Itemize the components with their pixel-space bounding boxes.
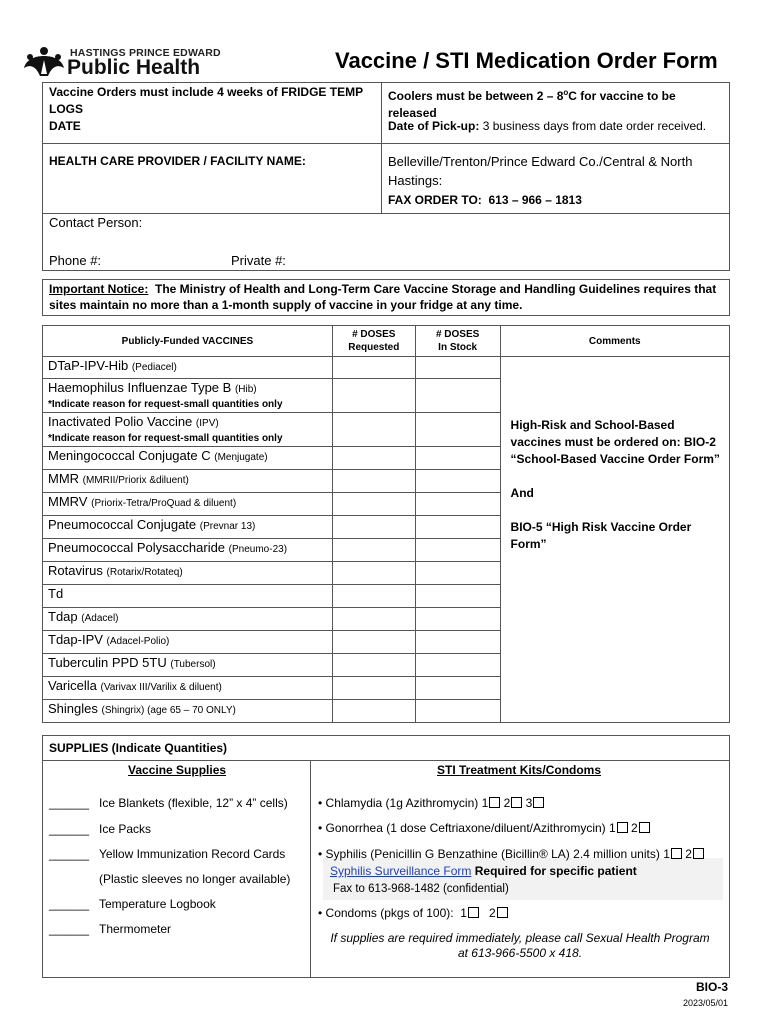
checkbox-icon[interactable] [489, 797, 500, 808]
hpe-public-health-logo [22, 44, 221, 80]
doses-requested-input[interactable] [332, 447, 415, 470]
doses-in-stock-input[interactable] [415, 585, 500, 608]
comments-cell [500, 357, 729, 723]
vaccine-name-cell [43, 516, 333, 539]
doses-requested-input[interactable] [332, 677, 415, 700]
comments-bio5: BIO-5 “High Risk Vaccine Order Form” [510, 520, 692, 551]
region-info: Belleville/Trenton/Prince Edward Co./Central & North Hastings: FAX ORDER TO: 613 – 966 – 1813 [388, 154, 693, 207]
vaccine-name: Pneumococcal Polysaccharide [48, 540, 226, 555]
doses-in-stock-input[interactable] [415, 562, 500, 585]
header-doses-in-stock: # DOSES In Stock [415, 326, 500, 357]
table-row [43, 357, 730, 379]
comments-and: And [510, 486, 534, 500]
order-info-box [42, 82, 730, 271]
checkbox-icon[interactable] [617, 822, 628, 833]
vaccine-supply-item[interactable] [49, 897, 216, 912]
vaccine-order-table [42, 325, 730, 723]
vaccine-supplies-heading: Vaccine Supplies [128, 763, 227, 777]
doses-in-stock-input[interactable] [415, 470, 500, 493]
vaccine-note: *Indicate reason for request-small quantities only [48, 433, 283, 444]
vaccine-brand: (IPV) [195, 418, 219, 429]
page-title: Vaccine / STI Medication Order Form [335, 48, 718, 73]
doses-in-stock-input[interactable] [415, 631, 500, 654]
doses-requested-input[interactable] [332, 470, 415, 493]
condoms-item: • Condoms (pkgs of 100): 1 2 [318, 906, 508, 921]
vaccine-name: Varicella [48, 678, 97, 693]
vaccine-brand: (Rotarix/Rotateq) [106, 567, 183, 578]
vaccine-name: Shingles [48, 701, 98, 716]
vaccine-name-cell [43, 677, 333, 700]
doses-requested-input[interactable] [332, 516, 415, 539]
vaccine-brand: (Hib) [234, 384, 257, 395]
syphilis-form-line: Syphilis Surveillance Form Required for specific patient [330, 864, 637, 878]
people-logo-icon [22, 46, 66, 78]
vaccine-name: Inactivated Polio Vaccine [48, 414, 193, 429]
vaccine-name: Td [48, 586, 64, 601]
vaccine-name: MMR [48, 471, 80, 486]
brand-name: Public Health [67, 56, 201, 79]
doses-requested-input[interactable] [332, 654, 415, 677]
vaccine-supply-item[interactable] [49, 822, 151, 837]
doses-requested-input[interactable] [332, 493, 415, 516]
doses-requested-input[interactable] [332, 539, 415, 562]
supply-label: Thermometer [99, 922, 172, 936]
vaccine-name-cell [43, 357, 333, 379]
quantity-blank[interactable]: ______ [49, 897, 90, 911]
cooler-temp-requirement: Coolers must be between 2 – 8$^o$C for vaccine to be released [388, 88, 676, 120]
syphilis-surveillance-form-link[interactable]: Syphilis Surveillance Form [330, 864, 472, 878]
doses-requested-input[interactable] [332, 562, 415, 585]
vaccine-brand: (Prevnar 13) [199, 521, 256, 532]
vaccine-name-cell [43, 700, 333, 723]
checkbox-icon[interactable] [639, 822, 650, 833]
provider-facility-label[interactable]: HEALTH CARE PROVIDER / FACILITY NAME: [49, 154, 306, 168]
vaccine-supply-item[interactable] [49, 847, 285, 862]
supply-label: Ice Packs [99, 822, 152, 836]
vaccine-name-cell [43, 585, 333, 608]
vaccine-name: Rotavirus [48, 563, 103, 578]
vaccine-supply-item[interactable] [49, 796, 288, 811]
doses-requested-input[interactable] [332, 608, 415, 631]
vaccine-name: Pneumococcal Conjugate [48, 517, 197, 532]
important-notice [42, 279, 730, 316]
vaccine-brand: (Priorix-Tetra/ProQuad & diluent) [91, 498, 237, 509]
syphilis-item: • Syphilis (Penicillin G Benzathine (Bicillin® LA) 2.4 million units) 1 2 [318, 847, 704, 862]
vaccine-name: Tdap-IPV [48, 632, 103, 647]
checkbox-icon[interactable] [511, 797, 522, 808]
vaccine-name-cell [43, 470, 333, 493]
vaccine-brand: (Varivax III/Varilix & diluent) [100, 682, 222, 693]
header-doses-requested: # DOSES Requested [332, 326, 415, 357]
vaccine-name-cell [43, 608, 333, 631]
quantity-blank[interactable]: ______ [49, 847, 90, 861]
date-label: DATE [49, 119, 81, 133]
syphilis-fax-note: Fax to 613-968-1482 (confidential) [333, 883, 509, 895]
phone-field[interactable]: Phone #: [49, 253, 102, 268]
vaccine-name-cell [43, 447, 333, 470]
doses-requested-input[interactable] [332, 631, 415, 654]
comments-text: High-Risk and School-Based vaccines must be ordered on: BIO-2 “School-Based Vaccine Order Form” [510, 418, 720, 466]
immediate-supply-note: If supplies are required immediately, please call Sexual Health Program at 613-966-5500 x 418. [330, 931, 710, 960]
chlamydia-item: • Chlamydia (1g Azithromycin) 1 2 3 [318, 796, 544, 811]
pickup-date-info: Date of Pick-up: 3 business days from date order received. [388, 119, 707, 133]
vaccine-name: MMRV [48, 494, 88, 509]
vaccine-name: Meningococcal Conjugate C [48, 448, 211, 463]
vaccine-name: Tuberculin PPD 5TU [48, 655, 167, 670]
supplies-title: SUPPLIES (Indicate Quantities) [49, 741, 228, 755]
doses-in-stock-input[interactable] [415, 493, 500, 516]
doses-in-stock-input[interactable] [415, 357, 500, 379]
quantity-blank[interactable]: ______ [49, 796, 90, 810]
quantity-blank[interactable]: ______ [49, 922, 90, 936]
vaccine-name-cell [43, 379, 333, 413]
vaccine-brand: (MMRII/Priorix &diluent) [82, 475, 189, 486]
vaccine-brand: (Pneumo-23) [228, 544, 288, 555]
vaccine-name-cell [43, 539, 333, 562]
doses-requested-input[interactable] [332, 357, 415, 379]
vaccine-supply-item[interactable] [49, 922, 171, 937]
checkbox-icon[interactable] [533, 797, 544, 808]
gonorrhea-item: • Gonorrhea (1 dose Ceftriaxone/diluent/Azithromycin) 1 2 [318, 821, 650, 836]
vaccine-name-cell [43, 493, 333, 516]
fridge-log-requirement: Vaccine Orders must include 4 weeks of FRIDGE TEMP LOGS [49, 85, 364, 116]
supply-label: (Plastic sleeves no longer available) [99, 872, 291, 886]
form-date: 2023/05/01 [682, 998, 728, 1008]
vaccine-brand: (Adacel) [81, 613, 119, 624]
vaccine-name-cell [43, 654, 333, 677]
checkbox-icon[interactable] [468, 907, 479, 918]
notice-label: Important Notice: [49, 282, 149, 296]
vaccine-name-cell [43, 631, 333, 654]
vaccine-supply-item[interactable] [49, 872, 290, 887]
doses-in-stock-input[interactable] [415, 654, 500, 677]
header-vaccines: Publicly-Funded VACCINES [43, 326, 333, 357]
doses-requested-input[interactable] [332, 379, 415, 413]
doses-requested-input[interactable] [332, 413, 415, 447]
doses-in-stock-input[interactable] [415, 700, 500, 723]
vaccine-brand: (Adacel-Polio) [106, 636, 170, 647]
checkbox-icon[interactable] [497, 907, 508, 918]
vaccine-name-cell [43, 562, 333, 585]
checkbox-icon[interactable] [693, 848, 704, 859]
vaccine-name: Haemophilus Influenzae Type B [48, 380, 232, 395]
notice-text: The Ministry of Health and Long-Term Care Vaccine Storage and Handling Guidelines requires that sites maintain no more than a 1-month supply of vaccine in your fridge at any time. [49, 282, 717, 312]
vaccine-table-header [43, 326, 730, 357]
doses-in-stock-input[interactable] [415, 516, 500, 539]
supplies-section [42, 735, 730, 978]
contact-person-field[interactable]: Contact Person: [49, 215, 143, 230]
vaccine-brand: (Shingrix) (age 65 – 70 ONLY) [101, 705, 236, 716]
doses-requested-input[interactable] [332, 585, 415, 608]
doses-in-stock-input[interactable] [415, 413, 500, 447]
vaccine-brand: (Menjugate) [214, 452, 268, 463]
supply-label: Yellow Immunization Record Cards [99, 847, 286, 861]
doses-in-stock-input[interactable] [415, 608, 500, 631]
supply-label: Temperature Logbook [99, 897, 216, 911]
quantity-blank[interactable]: ______ [49, 822, 90, 836]
doses-in-stock-input[interactable] [415, 379, 500, 413]
vaccine-brand: (Tubersol) [170, 659, 216, 670]
vaccine-name: Tdap [48, 609, 78, 624]
doses-requested-input[interactable] [332, 700, 415, 723]
vaccine-name-cell [43, 413, 333, 447]
sti-kits-heading: STI Treatment Kits/Condoms [437, 763, 602, 777]
private-phone-field[interactable]: Private #: [231, 253, 286, 268]
form-id: BIO-3 [695, 980, 728, 994]
doses-in-stock-input[interactable] [415, 677, 500, 700]
org-name: HASTINGS PRINCE EDWARD [70, 47, 221, 59]
vaccine-name: DTaP-IPV-Hib [48, 358, 129, 373]
supply-label: Ice Blankets (flexible, 12” x 4” cells) [99, 796, 288, 810]
doses-in-stock-input[interactable] [415, 447, 500, 470]
header-comments: Comments [500, 326, 729, 357]
vaccine-brand: (Pediacel) [131, 362, 177, 373]
checkbox-icon[interactable] [671, 848, 682, 859]
vaccine-note: *Indicate reason for request-small quantities only [48, 399, 283, 410]
doses-in-stock-input[interactable] [415, 539, 500, 562]
